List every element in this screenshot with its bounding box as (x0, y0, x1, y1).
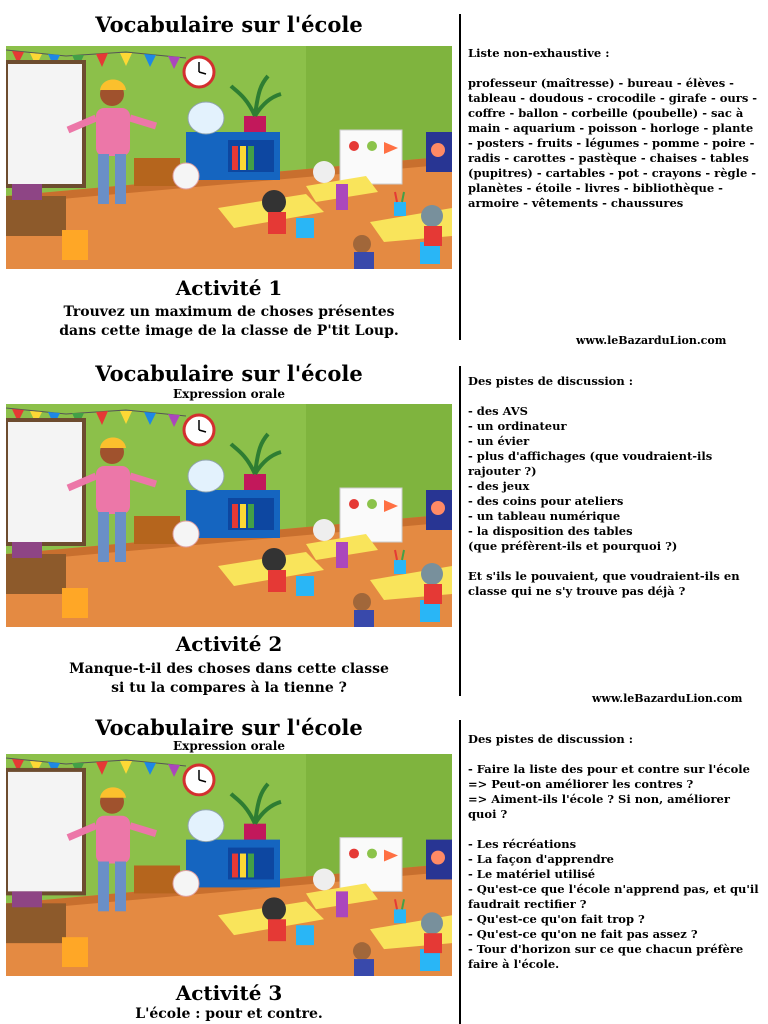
panel-heading: Des pistes de discussion : (468, 374, 633, 388)
task-line: Trouvez un maximum de choses présentes (63, 304, 395, 320)
activity-label: Activité 1 (175, 276, 283, 300)
card-subtitle: Expression orale (173, 739, 285, 753)
panel-heading: Des pistes de discussion : (468, 732, 633, 746)
card-title: Vocabulaire sur l'école (95, 12, 363, 37)
task-line: si tu la compares à la tienne ? (111, 680, 347, 696)
task-text (6, 303, 452, 341)
site-url: www.leBazarduLion.com (592, 692, 743, 705)
panel-heading: Liste non-exhaustive : (468, 46, 610, 60)
card-subtitle: Expression orale (173, 387, 285, 401)
activity-label: Activité 3 (175, 981, 283, 1005)
task-line: dans cette image de la classe de P'tit Loup. (59, 323, 399, 339)
discussion-panel (468, 732, 760, 972)
divider-line (459, 720, 461, 1024)
task-text (6, 660, 452, 698)
activity-card-3 (0, 706, 768, 1024)
card-title: Vocabulaire sur l'école (95, 361, 363, 386)
answer-panel (468, 46, 760, 211)
classroom-illustration (6, 754, 452, 976)
classroom-illustration (6, 46, 452, 269)
panel-text: professeur (maîtresse) - bureau - élèves - tableau - doudous - crocodile - girafe - ours - coffre - ballon - corbeille (poubelle) - sac à main - aquarium - poisson - horloge - plante - posters - fruits - légumes - pomme - poire - radis - carottes - pastèque - chaises - tables (pupitres) - cartables - pot - crayons - règle - planètes - étoile - livres - bibliothèque - armoire - vêtements - chaussures (468, 76, 758, 210)
activity-card-1 (0, 0, 768, 350)
card-title: Vocabulaire sur l'école (95, 715, 363, 740)
site-url: www.leBazarduLion.com (576, 334, 727, 347)
divider-line (459, 14, 461, 340)
task-line: Manque-t-il des choses dans cette classe (69, 661, 389, 677)
task-line: L'école : pour et contre. (135, 1006, 323, 1022)
panel-text: - des AVS - un ordinateur - un évier - plus d'affichages (que voudraient-ils rajouter ?) - des jeux - des coins pour ateliers - un tableau numérique - la disposition des tables (que préfèrent-ils et pourquoi ?) Et s'ils le pouvaient, que voudraient-ils en classe qui ne s'y trouve pas déjà ? (468, 404, 740, 598)
classroom-illustration (6, 404, 452, 627)
activity-card-2 (0, 352, 768, 704)
task-text (6, 1005, 452, 1024)
panel-text: - Faire la liste des pour et contre sur l'école => Peut-on améliorer les contres ? => Aiment-ils l'école ? Si non, améliorer quoi ? - Les récréations - La façon d'apprendre - Le matériel utilisé - Qu'est-ce que l'école n'apprend pas, et qu'il faudrait rectifier ? - Qu'est-ce qu'on fait trop ? - Qu'est-ce qu'on ne fait pas assez ? - Tour d'horizon sur ce que chacun préfère faire à l'école. (468, 762, 759, 971)
discussion-panel (468, 374, 760, 599)
divider-line (459, 366, 461, 696)
activity-label: Activité 2 (175, 632, 283, 656)
